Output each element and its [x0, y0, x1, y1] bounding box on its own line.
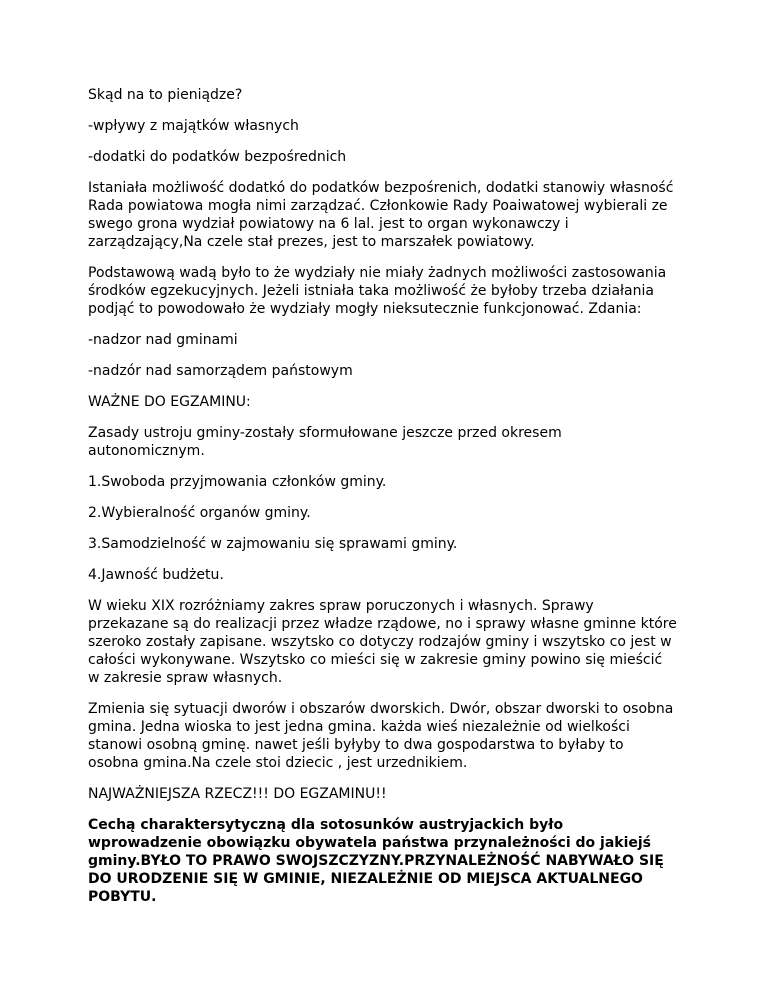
paragraph-principle-3: 3.Samodzielność w zajmowaniu się sprawami gminy. — [88, 536, 458, 552]
document-page — [88, 86, 678, 919]
paragraph-most-important-heading: NAJWAŻNIEJSZA RZECZ!!! DO EGZAMINU!! — [88, 786, 387, 802]
paragraph-exam-heading: WAŻNE DO EGZAMINU: — [88, 394, 251, 410]
paragraph-scope-of-affairs: W wieku XIX rozróżniamy zakres spraw poruczonych i własnych. Sprawy przekazane są do realizacji przez władze rządowe, no i sprawy własne gminne które szeroko zostały zapisane. wszytsko co dotyczy rodzajów gminy i wszytsko co jest w całości wykonywane. Wszytsko co mieści się w zakresie gminy powino się mieścić w zakresie spraw własnych. — [88, 598, 677, 686]
paragraph-list-item-state-supervision: -nadzór nad samorządem państowym — [88, 363, 353, 379]
paragraph-principle-2: 2.Wybieralność organów gminy. — [88, 505, 311, 521]
paragraph-principle-1: 1.Swoboda przyjmowania członków gminy. — [88, 474, 387, 490]
paragraph-main-flaw: Podstawową wadą było to że wydziały nie miały żadnych możliwości zastosowania środków egzekucyjnych. Jeżeli istniała taka możliwość że byłoby trzeba działania podjąć to powodowało że wydziały mogły nieksutecznie funkcjonować. Zdania: — [88, 265, 667, 317]
paragraph-list-item-tax-surcharges: -dodatki do podatków bezpośrednich — [88, 149, 347, 165]
paragraph-district-council: Istaniała możliwość dodatkó do podatków bezpośrenich, dodatki stanowiy własność Rada powiatowa mogła nimi zarządzać. Członkowie Rady Poaiwatowej wybierali ze swego grona wydział powiatowy na 6 lal. jest to organ wykonawczy i zarządzający,Na czele stał prezes, jest to marszałek powiatowy. — [88, 180, 674, 250]
paragraph-question-funding: Skąd na to pieniądze? — [88, 87, 243, 103]
paragraph-list-item-gmina-supervision: -nadzor nad gminami — [88, 332, 238, 348]
paragraph-principle-4: 4.Jawność budżetu. — [88, 567, 224, 583]
paragraph-bold-conclusion: Cechą charaktersytyczną dla sotosunków austryjackich było wprowadzenie obowiązku obywatela państwa przynależności do jakiejś gminy.BYŁO TO PRAWO SWOJSZCZYZNY.PRZYNALEŻNOŚĆ NABYWAŁO SIĘ DO URODZENIE SIĘ W GMINIE, NIEZALEŻNIE OD MIEJSCA AKTUALNEGO POBYTU. — [88, 817, 664, 905]
paragraph-gmina-principles: Zasady ustroju gminy-zostały sformułowane jeszcze przed okresem autonomicznym. — [88, 425, 562, 459]
paragraph-list-item-estates: -wpływy z majątków własnych — [88, 118, 299, 134]
paragraph-manors: Zmienia się sytuacji dworów i obszarów dworskich. Dwór, obszar dworski to osobna gmina. Jedna wioska to jest jedna gmina. każda wieś niezależnie od wielkości stanowi osobną gminę. nawet jeśli byłyby to dwa gospodarstwa to byłaby to osobna gmina.Na czele stoi dziecic , jest urzednikiem. — [88, 701, 674, 771]
